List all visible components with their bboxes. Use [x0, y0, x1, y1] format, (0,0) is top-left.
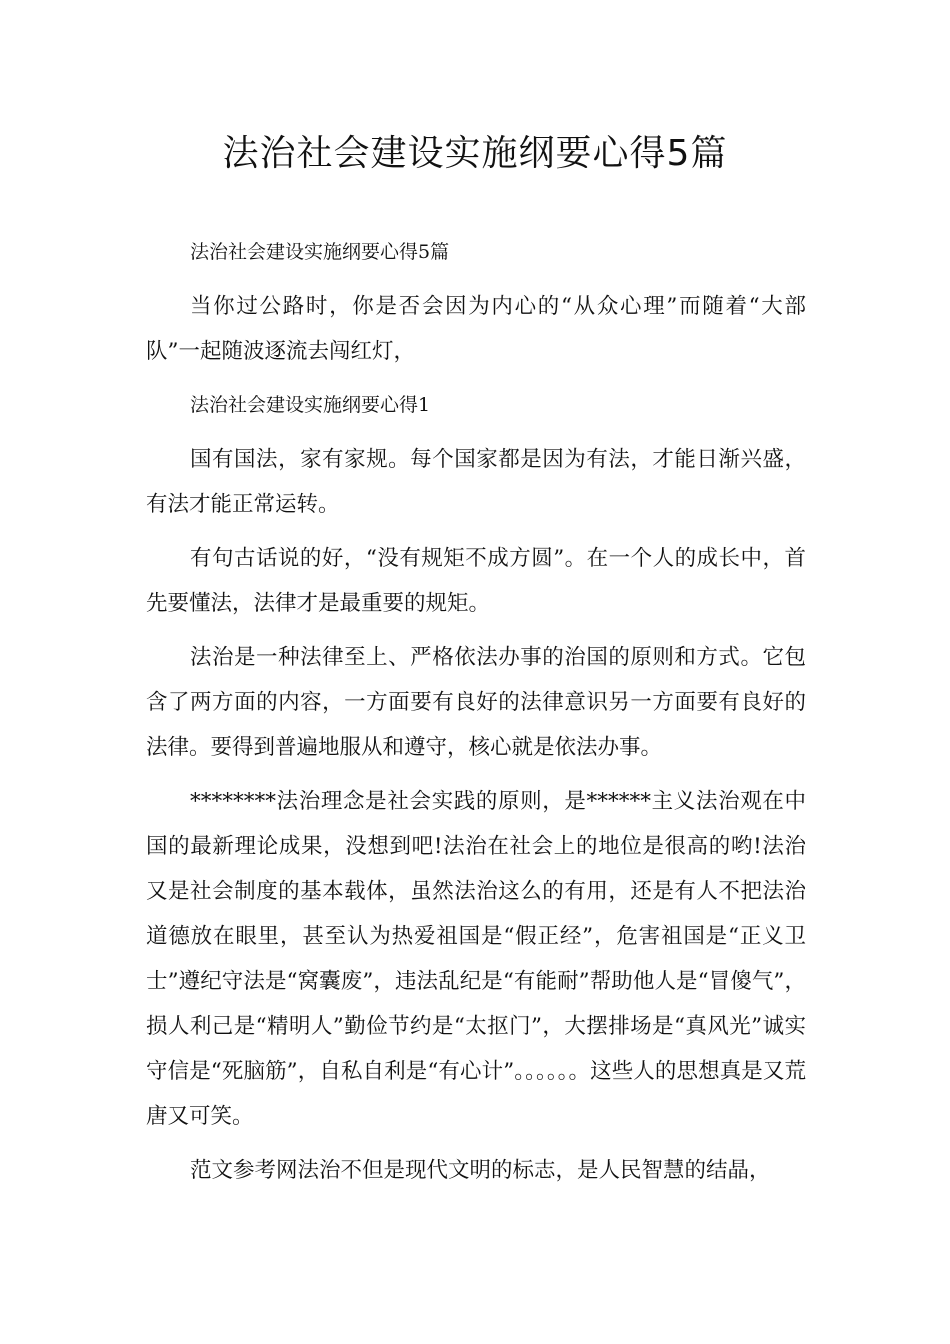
body-paragraph: 当你过公路时，你是否会因为内心的“从众心理”而随着“大部队”一起随波逐流去闯红灯，	[146, 294, 806, 364]
body-paragraph: 国有国法，家有家规。每个国家都是因为有法，才能日渐兴盛，有法才能正常运转。	[146, 447, 806, 517]
body-paragraph: ********法治理念是社会实践的原则，是******主义法治观在中国的最新理论成果，没想到吧!法治在社会上的地位是很高的哟!法治又是社会制度的基本载体，虽然法治这么的有用，还是有人不把法治道德放在眼里，甚至认为热爱祖国是“假正经”，危害祖国是“正义卫士”遵纪守法是“窝囊废”，违法乱纪是“有能耐”帮助他人是“冒傻气”，损人利己是“精明人”勤俭节约是“太抠门”，大摆排场是“真风光”诚实守信是“死脑筋”，自私自利是“有心计”。。。。。。这些人的思想真是又荒唐又可笑。	[146, 789, 806, 1129]
body-paragraph: 范文参考网法治不但是现代文明的标志，是人民智慧的结晶，	[190, 1158, 771, 1183]
body-paragraph: 法治是一种法律至上、严格依法办事的治国的原则和方式。它包含了两方面的内容，一方面要有良好的法律意识另一方面要有良好的法律。要得到普遍地服从和遵守，核心就是依法办事。	[146, 645, 806, 760]
document-title: 法治社会建设实施纲要心得5篇	[222, 133, 728, 174]
body-paragraph: 有句古话说的好，“没有规矩不成方圆”。在一个人的成长中，首先要懂法，法律才是最重要的规矩。	[146, 546, 806, 616]
subtitle-paragraph: 法治社会建设实施纲要心得5篇	[190, 241, 450, 263]
document-body	[146, 230, 806, 1193]
section-heading: 法治社会建设实施纲要心得1	[190, 394, 431, 416]
